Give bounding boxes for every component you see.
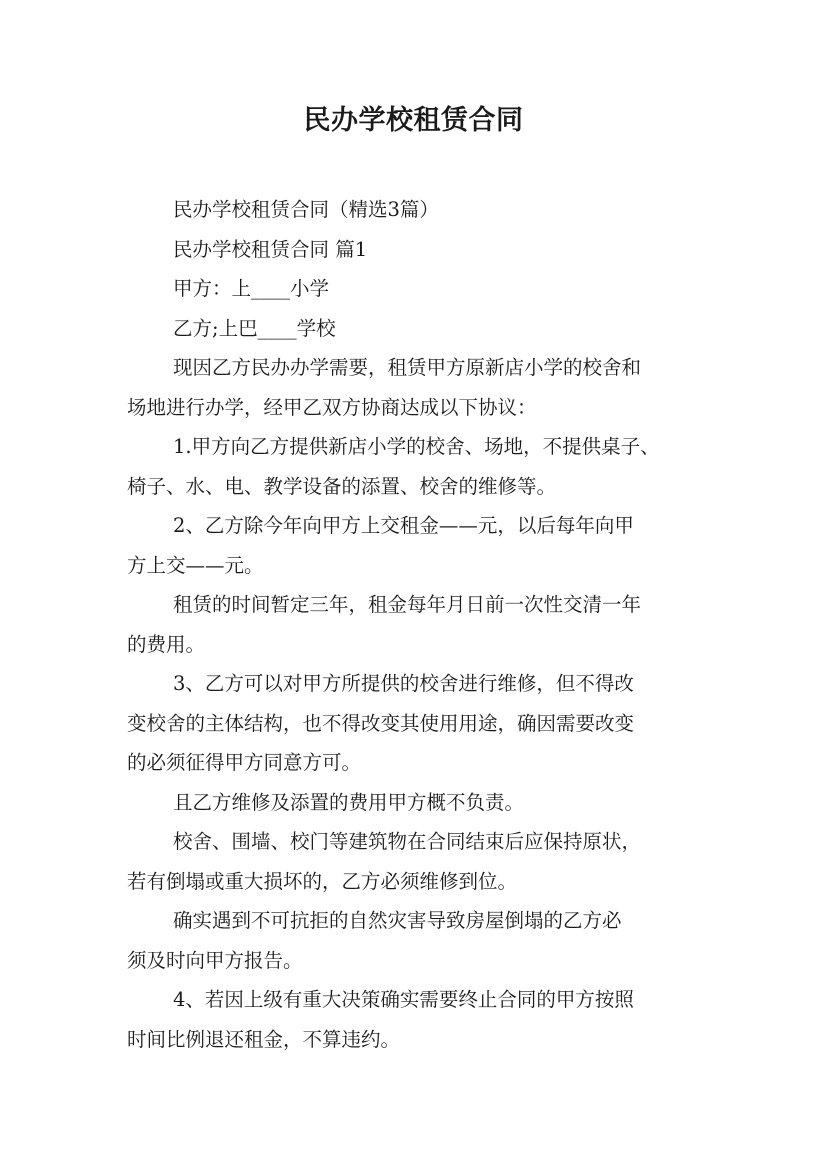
paragraph-line: 3、乙方可以对甲方所提供的校舍进行维修，但不得改: [173, 672, 634, 695]
paragraph-line: 现因乙方民办办学需要，租赁甲方原新店小学的校舍和: [173, 356, 642, 379]
document-body: [127, 190, 702, 1059]
paragraph-line: 2、乙方除今年向甲方上交租金——元，以后每年向甲: [173, 514, 634, 537]
paragraph-line: 场地进行办学，经甲乙双方协商达成以下协议：: [127, 395, 537, 419]
paragraph-line: 若有倒塌或重大损坏的，乙方必须维修到位。: [127, 869, 518, 893]
paragraph-line: 变校舍的主体结构，也不得改变其使用用途，确因需要改变: [127, 711, 635, 735]
paragraph-line: 甲方：上____小学: [173, 277, 330, 300]
paragraph-line: 4、若因上级有重大决策确实需要终止合同的甲方按照: [173, 988, 634, 1011]
paragraph-line: 且乙方维修及添置的费用甲方概不负责。: [173, 790, 525, 814]
paragraph-line: 确实遇到不可抗拒的自然灾害导致房屋倒塌的乙方必: [173, 909, 622, 932]
paragraph-line: 民办学校租赁合同 篇1: [173, 237, 368, 261]
paragraph-line: 租赁的时间暂定三年，租金每年月日前一次性交清一年: [173, 593, 642, 616]
paragraph-line: 椅子、水、电、教学设备的添置、校舍的维修等。: [127, 474, 557, 498]
paragraph-line: 民办学校租赁合同（精选3篇）: [173, 198, 439, 221]
paragraph-line: 的费用。: [127, 632, 206, 656]
paragraph-line: 校舍、围墙、校门等建筑物在合同结束后应保持原状，: [173, 830, 642, 853]
paragraph-line: 乙方;上巴____学校: [173, 316, 336, 340]
paragraph-line: 须及时向甲方报告。: [127, 948, 303, 972]
paragraph-line: 方上交——元。: [127, 553, 264, 577]
paragraph-line: 1.甲方向乙方提供新店小学的校舍、场地，不提供桌子、: [173, 435, 660, 458]
paragraph-line: 时间比例退还租金，不算违约。: [127, 1027, 401, 1051]
document-title: 民办学校租赁合同: [303, 105, 524, 136]
paragraph-line: 的必须征得甲方同意方可。: [127, 751, 362, 774]
